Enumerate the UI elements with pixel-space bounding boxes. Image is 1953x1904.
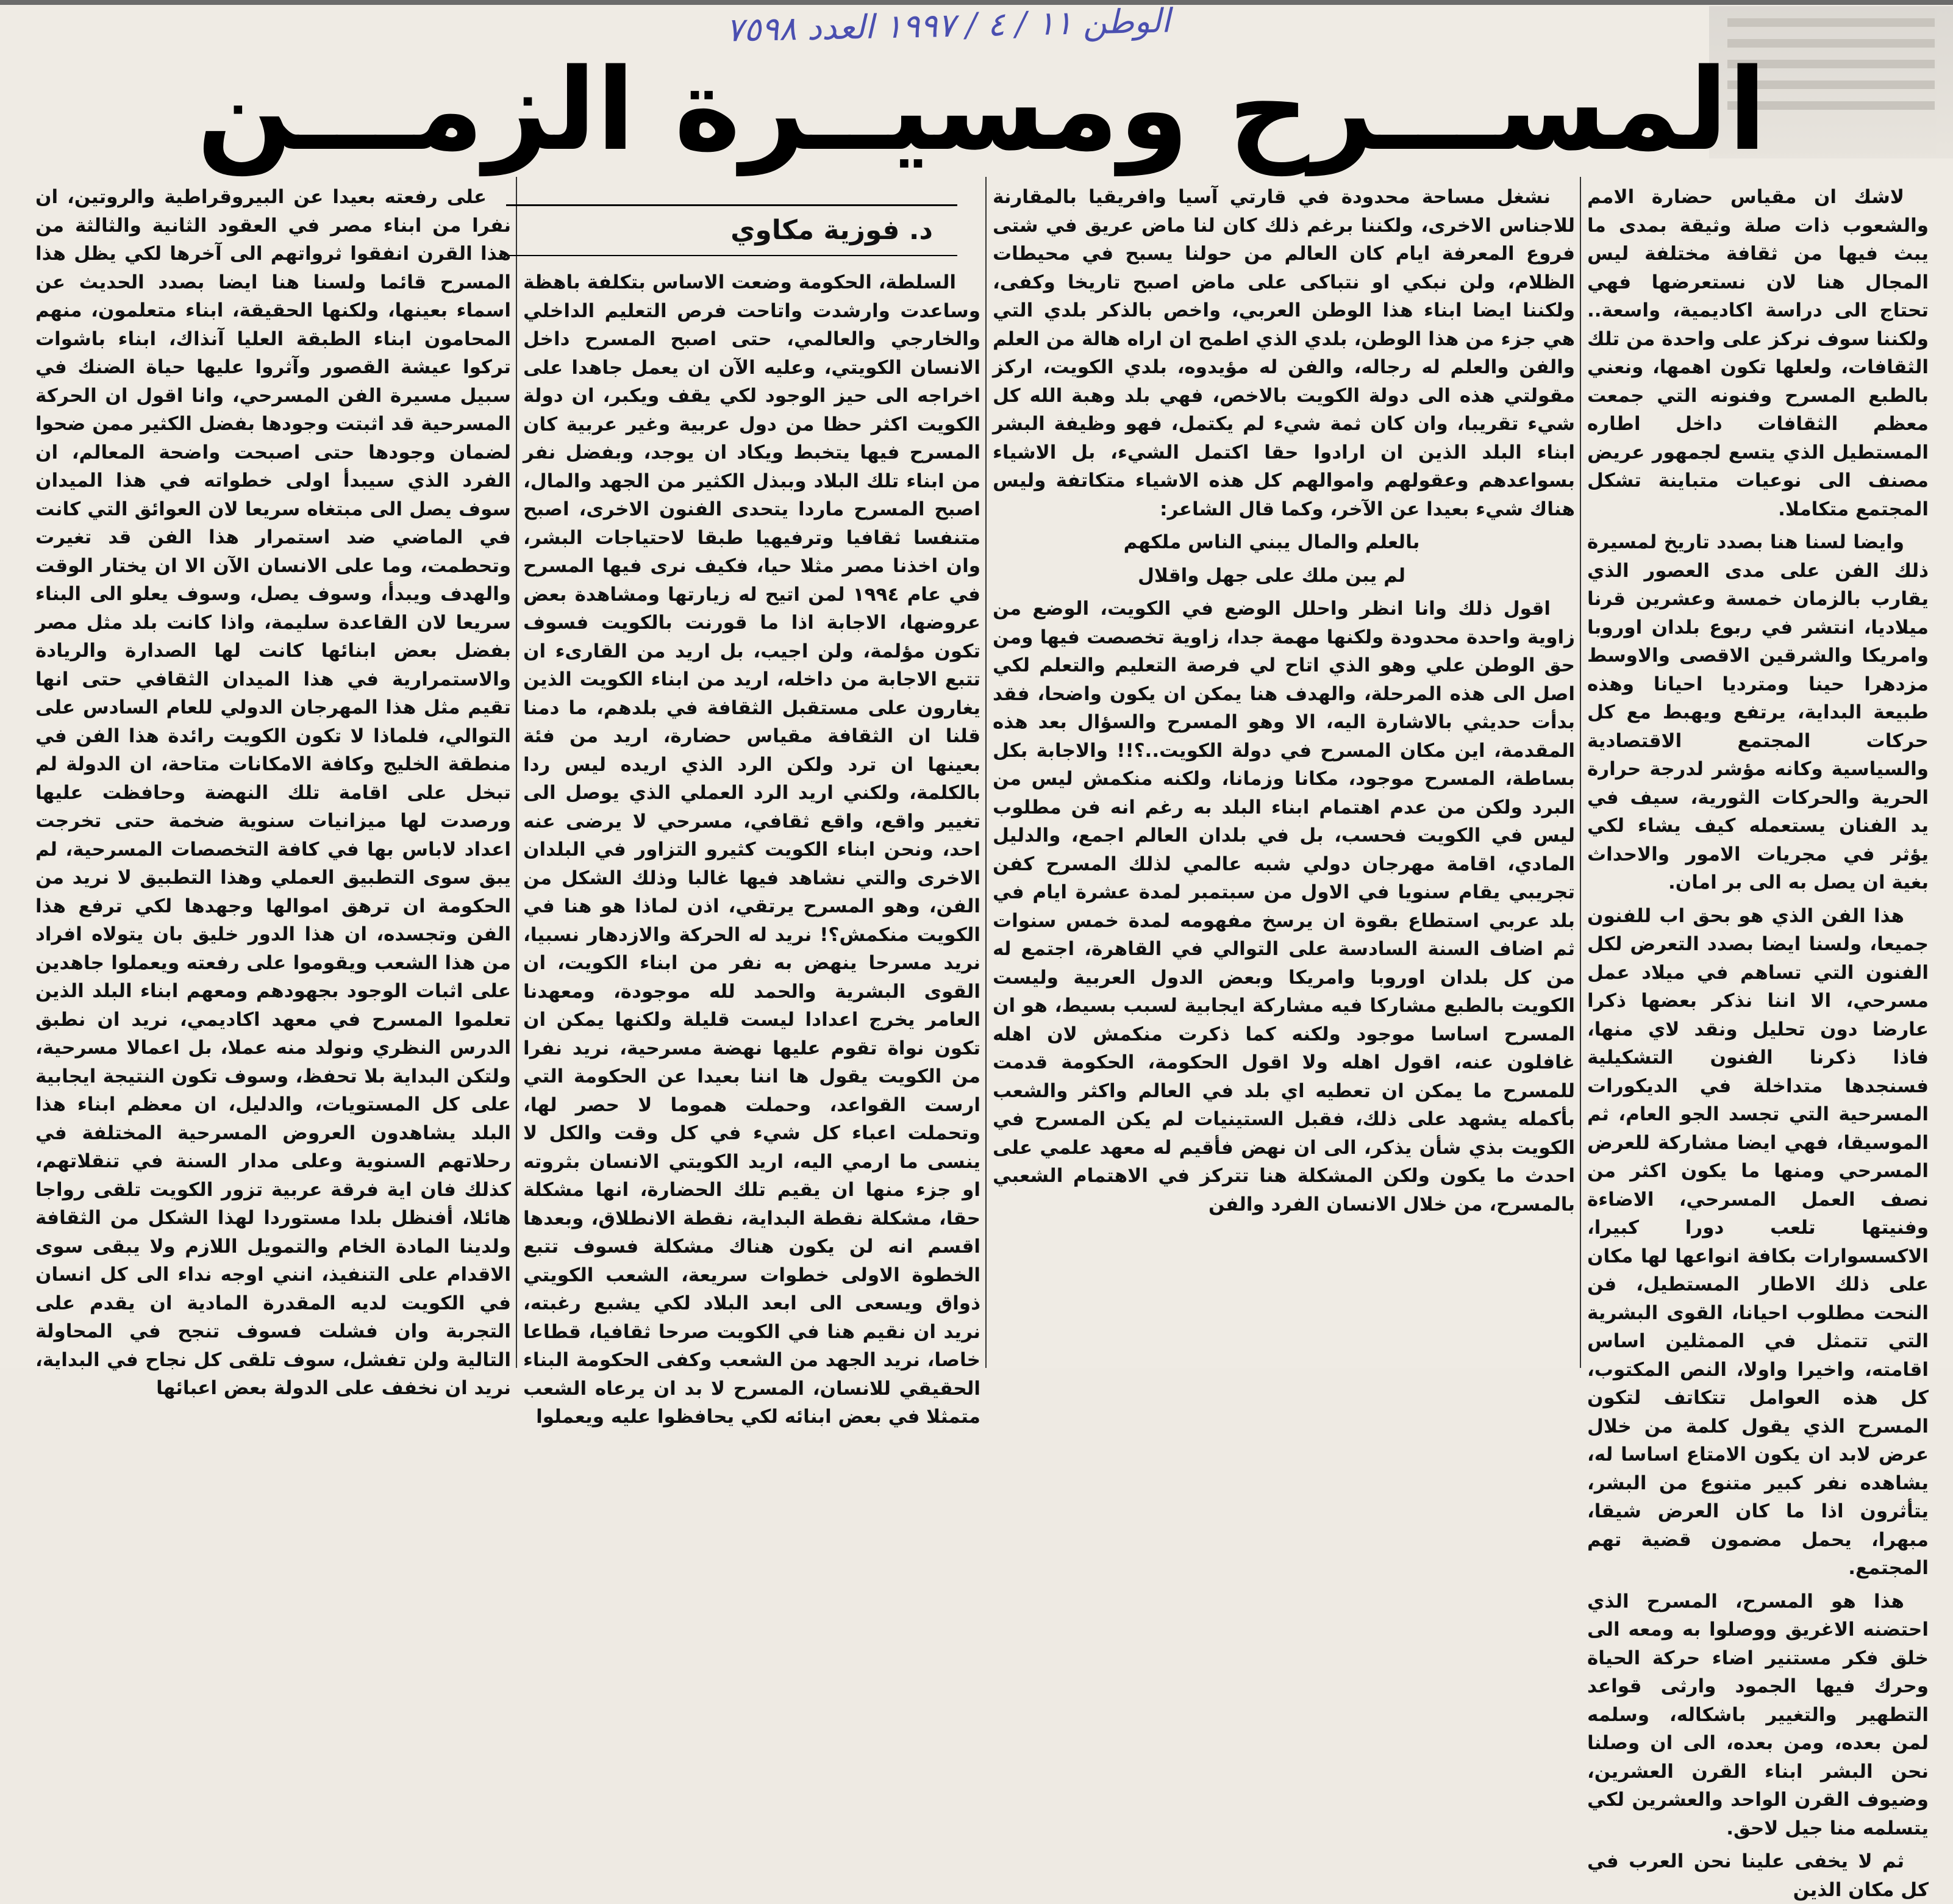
top-border-rule xyxy=(0,0,1953,5)
byline-box xyxy=(506,204,957,256)
article-column-2 xyxy=(993,183,1575,1368)
article-headline: المســـرح ومسيــرة الزمـــن xyxy=(196,44,1767,176)
paragraph: على رفعته بعيدا عن البيروقراطية والروتين، ان نفرا من ابناء مصر في العقود الثانية والثالثة من هذا القرن انفقوا ثرواتهم الى آخرها لكي يظل هذا المسرح قائما ولسنا هنا ايضا بصدد الحديث عن اسماء بعينها، ولكنها الحقيقة، ابناء متعلمون، منهم المحامون ابناء الطبقة العليا آنذاك، ابناء باشوات تركوا عيشة القصور وآثروا عليها حياة الضنك في سبيل مسيرة الفن المسرحي، وانا اقول ان الحركة المسرحية قد اثبتت وجودها بفضل الكثير ممن ضحوا لضمان وجودها حتى اصبحت واضحة المعالم، ان الفرد الذي سيبدأ اولى خطواته في هذا الميدان سوف يصل الى مبتغاه سريعا لان العوائق التي كانت في الماضي ضد استمرار هذا الفن قد تغيرت وتحطمت، وما على الانسان الآن الا ان يختار الوقت والهدف ويبدأ، وسوف يصل، وسوف يعلو الى البناء سريعا لان القاعدة سليمة، واذا كانت بلد مثل مصر بفضل بعض ابنائها كانت لها الصدارة والريادة والاستمرارية في هذا الميدان الثقافي حتى انها تقيم مثل هذا المهرجان الدولي للعام السادس على التوالي، فلماذا لا تكون الكويت رائدة هذا الفن في منطقة الخليج وكافة الامكانات متاحة، ان الدولة لم تبخل على اقامة تلك النهضة وحافظت عليها ورصدت لها ميزانيات سنوية ضخمة حتى تخرجت اعداد لاباس بها في كافة التخصصات المسرحية، لم يبق سوى التطبيق العملي وهذا التطبيق لا نريد من الحكومة ان ترهق اموالها وجهدها لكي ترفع هذا الفن وتجسده، ان هذا الدور خليق بان يتولاه افراد من هذا الشعب ويقوموا على رفعته ويعملوا جاهدين على اثبات الوجود بجهودهم ومعهم ابناء البلد الذين تعلموا المسرح في معهد اكاديمي، نريد ان نطبق الدرس النظري ونولد منه عملا، بل اعمالا مسرحية، ولتكن البداية بلا تحفظ، وسوف تكون النتيجة ايجابية على كل المستويات، والدليل، ان معظم ابناء هذا البلد يشاهدون العروض المسرحية المختلفة في رحلاتهم السنوية وعلى مدار السنة في تنقلاتهم، كذلك فان اية فرقة عربية تزور الكويت تلقى رواجا هائلا، أفنظل بلدا مستوردا لهذا الشكل من الثقافة ولدينا المادة الخام والتمويل اللازم ولا يبقى سوى الاقدام على التنفيذ، انني اوجه نداء الى كل انسان في الكويت لديه المقدرة المادية ان يقدم على التجربة وان فشلت فسوف تنجح في المحاولة التالية ولن تفشل، سوف تلقى كل نجاح في البداية، نريد ان نخفف على الدولة بعض اعبائها xyxy=(35,186,511,1399)
column-divider xyxy=(1580,177,1581,1368)
paragraph: هذا الفن الذي هو بحق اب للفنون جميعا، ولسنا ايضا بصدد التعرض لكل الفنون التي تساهم في ميلاد عمل مسرحي، الا اننا نذكر بعضها ذكرا عارضا دون تحليل ونقد لاي منها، فاذا ذكرنا الفنون التشكيلية فسنجدها متداخلة في الديكورات المسرحية التي تجسد الجو العام، ثم الموسيقا، فهي ايضا مشاركة للعرض المسرحي ومنها ما يكون اكثر من نصف العمل المسرحي، الاضاءة وفنيتها تلعب دورا كبيرا، الاكسسوارات بكافة انواعها لها مكان على ذلك الاطار المستطيل، فن النحت مطلوب احيانا، القوى البشرية التي تتمثل في الممثلين اساس اقامته، واخيرا واولا، النص المكتوب، كل هذه العوامل تتكاتف لتكون المسرح الذي يقول كلمة من خلال عرض لابد ان يكون الامتاع اساسا له، يشاهده نفر كبير متنوع من البشر، يتأثرون اذا ما كان العرض شيقا، مبهرا، يحمل مضمون قضية تهم المجتمع. xyxy=(1587,904,1929,1579)
paragraph: السلطة، الحكومة وضعت الاساس بتكلفة باهظة وساعدت وارشدت واتاحت فرص التعليم الداخلي والخارجي والعالمي، حتى اصبح المسرح داخل الانسان الكويتي، وعليه الآن ان يعمل جاهدا على اخراجه الى حيز الوجود لكي يقف ويكبر، ان دولة الكويت اكثر حظا من دول عربية وغير عربية كان المسرح فيها يتخبط ويكاد ان يوجد، وبفضل نفر من ابناء تلك البلاد وببذل الكثير من الجهد والمال، اصبح المسرح ماردا يتحدى الفنون الاخرى، اصبح متنفسا ثقافيا وترفيهيا طبقا لاحتياجات البشر، وان اخذنا مصر مثلا حيا، فكيف نرى فيها المسرح في عام ١٩٩٤ لمن اتيح له زيارتها ومشاهدة بعض عروضها، الاجابة اذا ما قورنت بالكويت فسوف تكون مؤلمة، ولن اجيب، بل اريد من القارىء ان تتبع الاجابة من داخله، اريد من ابناء الكويت الذين يغارون على مستقبل الثقافة في بلدهم، ما دمنا قلنا ان الثقافة مقياس حضارة، اريد من فئة بعينها ان ترد ولكن الرد الذي اريده ليس ردا بالكلمة، ولكني اريد الرد العملي الذي يوصل الى تغيير واقع، واقع ثقافي، مسرحي لا يرضى عنه احد، ونحن ابناء الكويت كثيرو التزاور في البلدان الاخرى والتي نشاهد فيها غالبا وذلك الشكل من الفن، وهو المسرح يرتقي، اذن لماذا هو هنا في الكويت منكمش؟! نريد له الحركة والازدهار نسبيا، نريد مسرحا ينهض به نفر من ابناء الكويت، ان القوى البشرية والحمد لله موجودة، ومعهدنا العامر يخرج اعدادا ليست قليلة ولكنها يمكن ان تكون نواة تقوم عليها نهضة مسرحية، نريد نفرا من الكويت يقول ها اننا بعيدا عن الحكومة التي ارست القواعد، وحملت هموما لا حصر لها، وتحملت اعباء كل شيء في كل وقت والكل لا ينسى ما ارمي اليه، اريد الكويتي الانسان بثروته او جزء منها ان يقيم تلك الحضارة، انها مشكلة حقا، مشكلة نقطة البداية، نقطة الانطلاق، وبعدها اقسم انه لن يكون هناك مشكلة فسوف تتبع الخطوة الاولى خطوات سريعة، الشعب الكويتي ذواق ويسعى الى ابعد البلاد لكي يشبع رغبته، نريد ان نقيم هنا في الكويت صرحا ثقافيا، قطاعا خاصا، نريد الجهد من الشعب وكفى الحكومة البناء الحقيقي للانسان، المسرح لا بد ان يرعاه الشعب متمثلا في بعض ابنائه لكي يحافظوا عليه ويعملوا xyxy=(523,271,980,1428)
article-column-3 xyxy=(523,268,980,1428)
verse-line: بالعلم والمال يبني الناس ملكهم xyxy=(1123,531,1420,553)
paragraph: هذا هو المسرح، المسرح الذي احتضنه الاغريق ووصلوا به ومعه الى خلق فكر مستنير اضاء حركة الحياة وحرك فيها الجمود وارثى قواعد التطهير والتغيير باشكاله، وسلمه لمن بعده، ومن بعده، الى ان وصلنا نحن البشر ابناء القرن العشرين، وضيوف القرن الواحد والعشرين لكي يتسلمه منا جيل لاحق. xyxy=(1587,1590,1929,1839)
column-divider xyxy=(516,177,517,1368)
paragraph: لاشك ان مقياس حضارة الامم والشعوب ذات صلة وثيقة بمدى ما يبث فيها من ثقافة مختلفة ليس المجال هنا لان نستعرضها فهي تحتاج الى دراسة اكاديمية، واسعة.. ولكننا سوف نركز على واحدة من تلك الثقافات، ولعلها تكون اهمها، ونعني بالطبع المسرح وفنونه التي جمعت معظم الثقافات داخل اطاره المستطيل الذي يتسع لجمهور عريض مصنف الى نوعيات متباينة تشكل المجتمع متكاملا. xyxy=(1587,186,1929,520)
author-byline: د. فوزية مكاوي xyxy=(730,215,933,246)
handwritten-date-stamp: الوطن ١١ / ٤ / ١٩٩٧ العدد ٧٥٩٨ xyxy=(725,1,1171,49)
article-column-4 xyxy=(35,183,511,1399)
paragraph: اقول ذلك وانا انظر واحلل الوضع في الكويت، الوضع من زاوية واحدة محدودة ولكنها مهمة جدا، زاوية تخصصت فيها ومن حق الوطن علي وهو الذي اتاح لي فرصة التعليم والتعلم لكي اصل الى هذه المرحلة، والهدف هنا يمكن ان يكون واضحا، فقد بدأت حديثي بالاشارة اليه، الا وهو المسرح والسؤال بعد هذه المقدمة، اين مكان المسرح في دولة الكويت..؟!! والاجابة بكل بساطة، المسرح موجود، مكانا وزمانا، ولكنه منكمش ليس من البرد ولكن من عدم اهتمام ابناء البلد به رغم انه فن مطلوب ليس في الكويت فحسب، بل في بلدان العالم اجمع، والدليل المادي، اقامة مهرجان دولي شبه عالمي لذلك المسرح كفن تجريبي يقام سنويا في الاول من سبتمبر لمدة عشرة ايام في بلد عربي استطاع بقوة ان يرسخ مفهومه لمدة خمس سنوات ثم اضاف السنة السادسة على التوالي في القاهرة، اجتمع له من كل بلدان اوروبا وامريكا وبعض الدول العربية وليست الكويت بالطبع مشاركا فيه مشاركة ايجابية لسبب بسيط، هو ان المسرح اساسا موجود ولكنه كما ذكرت منكمش لان اهله غافلون عنه، اقول اهله ولا اقول الحكومة، الحكومة قدمت للمسرح ما يمكن ان تعطيه اي بلد في العالم واكثر والشعب بأكمله يشهد على ذلك، فقبل الستينيات لم يكن المسرح في الكويت بذي شأن يذكر، الى ان نهض فأقيم له معهد علمي على احدث ما يكون ولكن المشكلة هنا تتركز في الاهتمام الشعبي بالمسرح، من خلال الانسان الفرد والفن xyxy=(993,598,1575,1215)
paragraph: نشغل مساحة محدودة في قارتي آسيا وافريقيا بالمقارنة للاجناس الاخرى، ولكننا برغم ذلك كان لنا ماض عريق في شتى فروع المعرفة ايام كان العالم من حولنا يسبح في محيطات الظلام، ولن نبكي او نتباكى على ماض اصبح تاريخا وكفى، ولكننا ايضا ابناء هذا الوطن العربي، واخص بالذكر بلدي التي هي جزء من هذا الوطن، بلدي الذي اطمح ان اراه هالة من العلم والفن والعلم له رجاله، والفن له مؤيدوه، بلدي الكويت، اركز مقولتي هذه الى دولة الكويت بالاخص، فهي بلد وهبة الله كل شيء تقريبا، وان كان ثمة شيء لم يكتمل، فهو وظيفة البشر ابناء البلد الذين ان ارادوا حقا اكتمل الشيء، بل الاشياء بسواعدهم وعقولهم واموالهم كل هذه الاشياء متكاتفة وليس هناك شيء بعيدا عن الآخر، وكما قال الشاعر: xyxy=(993,186,1575,520)
column-divider xyxy=(985,177,987,1368)
verse-line: لم يبن ملك على جهل واقلال xyxy=(1137,564,1406,587)
paragraph: ثم لا يخفى علينا نحن العرب في كل مكان الذين xyxy=(1587,1850,1929,1901)
article-column-1 xyxy=(1587,183,1929,1901)
paragraph: وايضا لسنا هنا بصدد تاريخ لمسيرة ذلك الفن على مدى العصور الذي يقارب بالزمان خمسة وعشرين قرنا ميلاديا، انتشر في ربوع بلدان اوروبا وامريكا والشرقين الاقصى والاوسط مزدهرا حينا ومترديا احيانا وهذه طبيعة البداية، يرتفع ويهبط مع كل حركات المجتمع الاقتصادية والسياسية وكانه مؤشر لدرجة حرارة الحرية والحركات الثورية، سيف في يد الفنان يستعمله كيف يشاء لكي يؤثر في مجريات الامور والاحداث بغية ان يصل به الى بر امان. xyxy=(1587,531,1929,893)
